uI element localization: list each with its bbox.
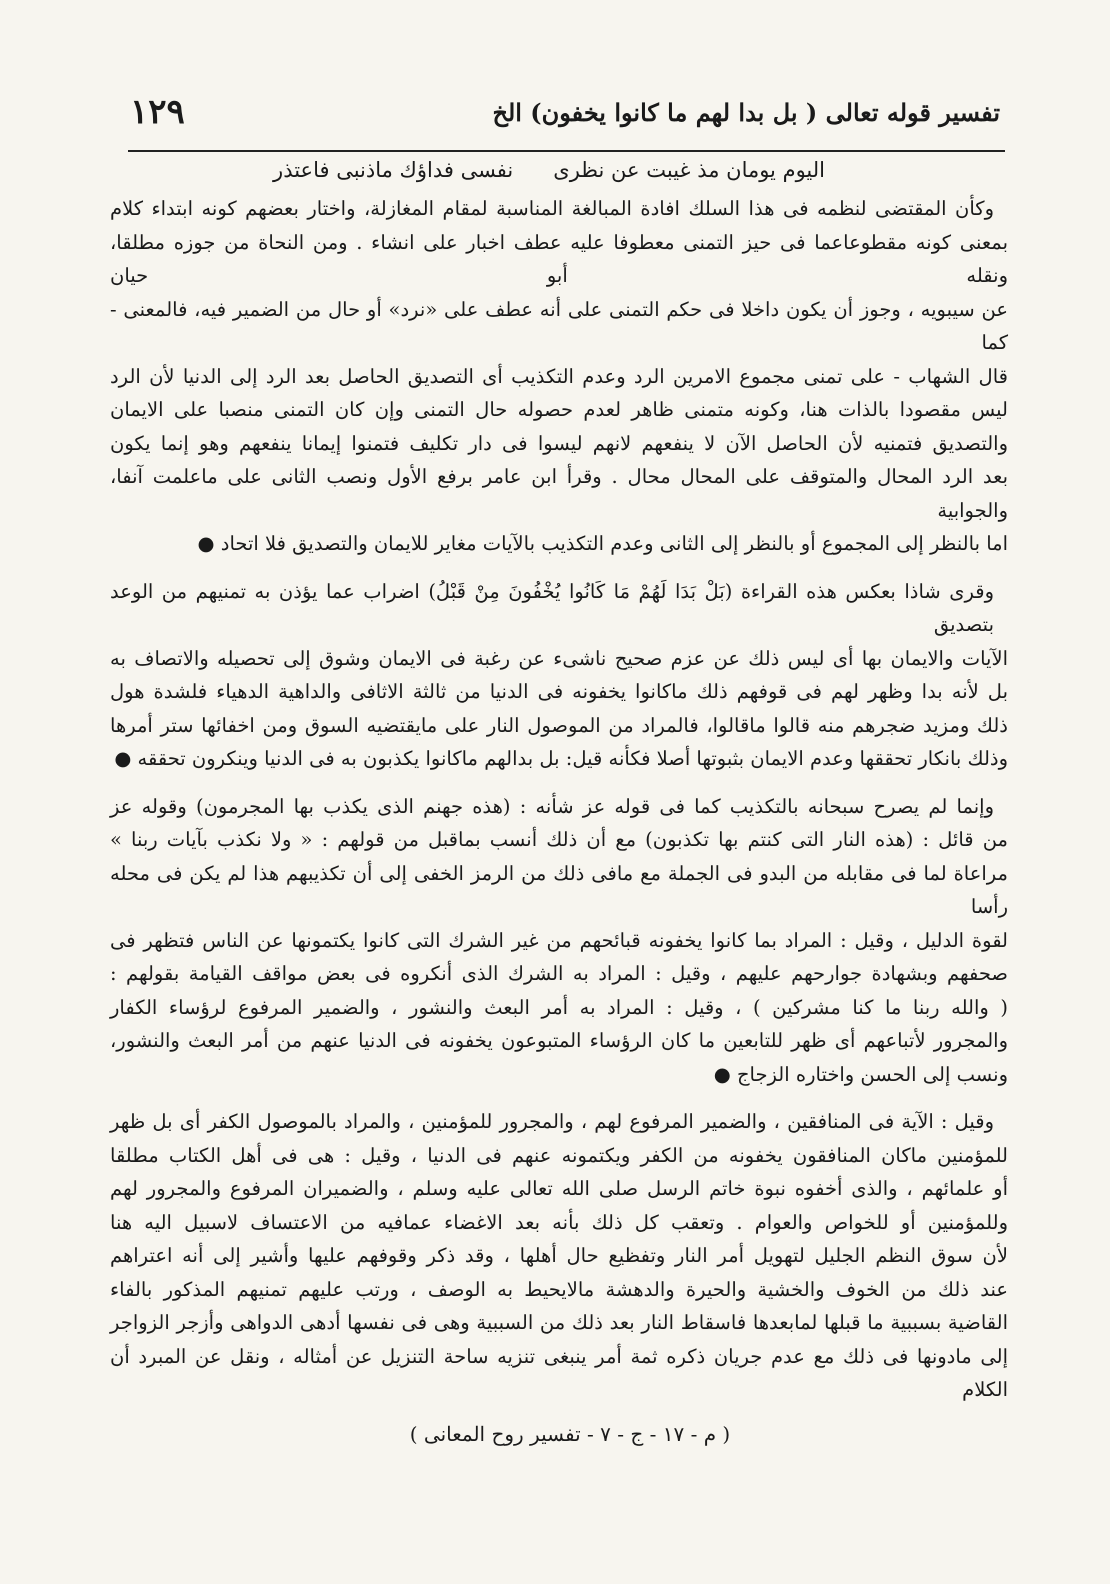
text-line: ( والله ربنا ما كنا مشركين ) ، وقيل : المراد به أمر البعث والنشور ، والضمير المرفوع لرؤساء الكفار xyxy=(110,995,1008,1019)
poetry-verse xyxy=(273,158,825,182)
text-line: عند ذلك من الخوف والخشية والحيرة والدهشة مالايحيط به الوصف ، ورتب عليهم تمنيهم المذكور بالفاء xyxy=(110,1277,1008,1301)
text-line: بعد الرد المحال والمتوقف على المحال محال . وقرأ ابن عامر برفع الأول ونصب الثانى على ماعلمت آنفا، والجوابية xyxy=(110,465,1008,522)
verse-hemistich-1: اليوم يومان مذ غيبت عن نظرى xyxy=(553,158,825,182)
body-text xyxy=(110,192,1008,1421)
header-rule xyxy=(128,150,1005,152)
text-line: للمؤمنين ماكان المنافقون يخفونه من الكفر ويكتمونه عنهم فى الدنيا ، وقيل : هى فى أهل الكتاب مطلقا xyxy=(110,1143,1008,1167)
text-line: وقيل : الآية فى المنافقين ، والضمير المرفوع لهم ، والمجرور للمؤمنين ، والمراد بالموصول الكفر أى بل ظهر xyxy=(110,1110,994,1133)
text-line: صحفهم وبشهادة جوارحهم عليهم ، وقيل : المراد به الشرك الذى أنكروه فى بعض مواقف القيامة بقولهم : xyxy=(110,962,1008,985)
text-line: وإنما لم يصرح سبحانه بالتكذيب كما فى قوله عز شأنه : (هذه جهنم الذى يكذب بها المجرمون) وقوله عز xyxy=(110,794,994,818)
paragraph-2 xyxy=(110,575,1008,776)
text-line: اما بالنظر إلى المجموع أو بالنظر إلى الثانى وعدم التكذيب بالآيات مغاير للايمان والتصديق فلا اتحاد ● xyxy=(197,532,1008,555)
text-line: مراعاة لما فى مقابله من البدو فى الجملة مع مافى ذلك من الرمز الخفى إلى أن تكذيبهم هذا لم يكن فى محله رأسا xyxy=(110,861,1008,918)
text-line: من قائل : (هذه النار التى كنتم بها تكذبون) مع أن ذلك أنسب بماقبل من قولهم : « ولا نكذب بآيات ربنا » xyxy=(110,828,1008,851)
text-line: وذلك بانكار تحققها وعدم الايمان بثبوتها أصلا فكأنه قيل: بل بدالهم ماكانوا يكذبون به فى الدنيا وينكرون تحققه ● xyxy=(114,747,1008,770)
text-line: ليس مقصودا بالذات هنا، وكونه متمنى ظاهر لعدم حصوله حال التمنى وإن كان التمنى منصبا على الايمان xyxy=(110,398,1008,421)
paragraph-1 xyxy=(110,192,1008,561)
text-line: الآيات والايمان بها أى ليس ذلك عن عزم صحيح ناشىء عن رغبة فى الايمان وشوق إلى تحصيله والاتصاف به xyxy=(110,646,1008,670)
text-line: بمعنى كونه مقطوعاعما فى حيز التمنى معطوفا عليه عطف اخبار على انشاء . ومن النحاة من جوزه مطلقا، ونقله أبو حيان xyxy=(110,230,1008,287)
paragraph-3 xyxy=(110,790,1008,1092)
page-number: ١٢٩ xyxy=(130,92,185,132)
footer-signature: ( م - ١٧ - ج - ٧ - تفسير روح المعانى ) xyxy=(409,1422,731,1446)
text-line: وللمؤمنين أو للخواص والعوام . وتعقب كل ذلك بأنه بعد الاغضاء عمافيه من الاعتساف لاسبيل اليه هنا xyxy=(110,1210,1008,1234)
running-title: تفسير قوله تعالى ( بل بدا لهم ما كانوا يخفون) الخ xyxy=(492,98,1000,127)
text-line: وقرى شاذا بعكس هذه القراءة (بَلْ بَدَا لَهُمْ مَا كَانُوا يُخْفُونَ مِنْ قَبْلُ) اضراب عما يؤذن به تمنيهم من الوعد بتصديق xyxy=(110,579,994,636)
text-line: إلى مادونها فى ذلك مع عدم جريان ذكره ثمة أمر ينبغى تنزيه ساحة التنزيل عن أمثاله ، ونقل عن المبرد أن الكلام xyxy=(110,1344,1008,1401)
text-line: لأن سوق النظم الجليل لتهويل أمر النار وتفظيع حال أهلها ، وقد ذكر وقوفهم عليها وأشير إلى أنه اعتراهم xyxy=(110,1244,1008,1267)
text-line: ذلك ومزيد ضجرهم منه قالوا ماقالوا، فالمراد من الموصول النار على مايقتضيه السوق ومن اخفائها ستر أمرها xyxy=(110,713,1008,737)
text-line: بل لأنه بدا وظهر لهم فى قوفهم ذلك ماكانوا يخفونه فى الدنيا من ثالثة الاثافى والداهية الدهياء فلشدة هول xyxy=(110,680,1008,703)
text-line: وكأن المقتضى لنظمه فى هذا السلك افادة المبالغة المناسبة لمقام المغازلة، واختار بعضهم كونه ابتداء كلام xyxy=(110,197,994,220)
text-line: لقوة الدليل ، وقيل : المراد بما كانوا يخفونه قبائحهم من غير الشرك التى كانوا يكتمونها عن الناس فتظهر فى xyxy=(110,928,1008,952)
text-line: قال الشهاب - على تمنى مجموع الامرين الرد وعدم التكذيب أى التصديق الحاصل بعد الرد إلى الدنيا لأن الرد xyxy=(110,364,1008,388)
verse-hemistich-2: نفسى فداؤك ماذنبى فاعتذر xyxy=(273,158,514,182)
text-line: والتصديق فتمنيه لأن الحاصل الآن لا ينفعهم لانهم ليسوا فى دار تكليف فتمنوا إيمانا ينفعهم وهو إنما يكون xyxy=(110,431,1008,455)
page-header xyxy=(130,92,1000,142)
text-line: القاضية بسببية ما قبلها لمابعدها فاسقاط النار بعد ذلك من السببية وهى فى نفسها أدهى الدواهى وأزجر الزواجر xyxy=(110,1311,1008,1334)
text-line: أو علمائهم ، والذى أخفوه نبوة خاتم الرسل صلى الله تعالى عليه وسلم ، والضميران المرفوع والمجرور لهم xyxy=(110,1177,1008,1200)
text-line: عن سيبويه ، وجوز أن يكون داخلا فى حكم التمنى على أنه عطف على «نرد» أو حال من الضمير فيه، فالمعنى - كما xyxy=(110,297,1008,354)
paragraph-4 xyxy=(110,1105,1008,1407)
text-line: والمجرور لأتباعهم أى ظهر للتابعين ما كان الرؤساء المتبوعون يخفونه فى الدنيا عنهم من أمر البعث والنشور، xyxy=(110,1029,1008,1052)
text-line: ونسب إلى الحسن واختاره الزجاج ● xyxy=(713,1062,1008,1086)
